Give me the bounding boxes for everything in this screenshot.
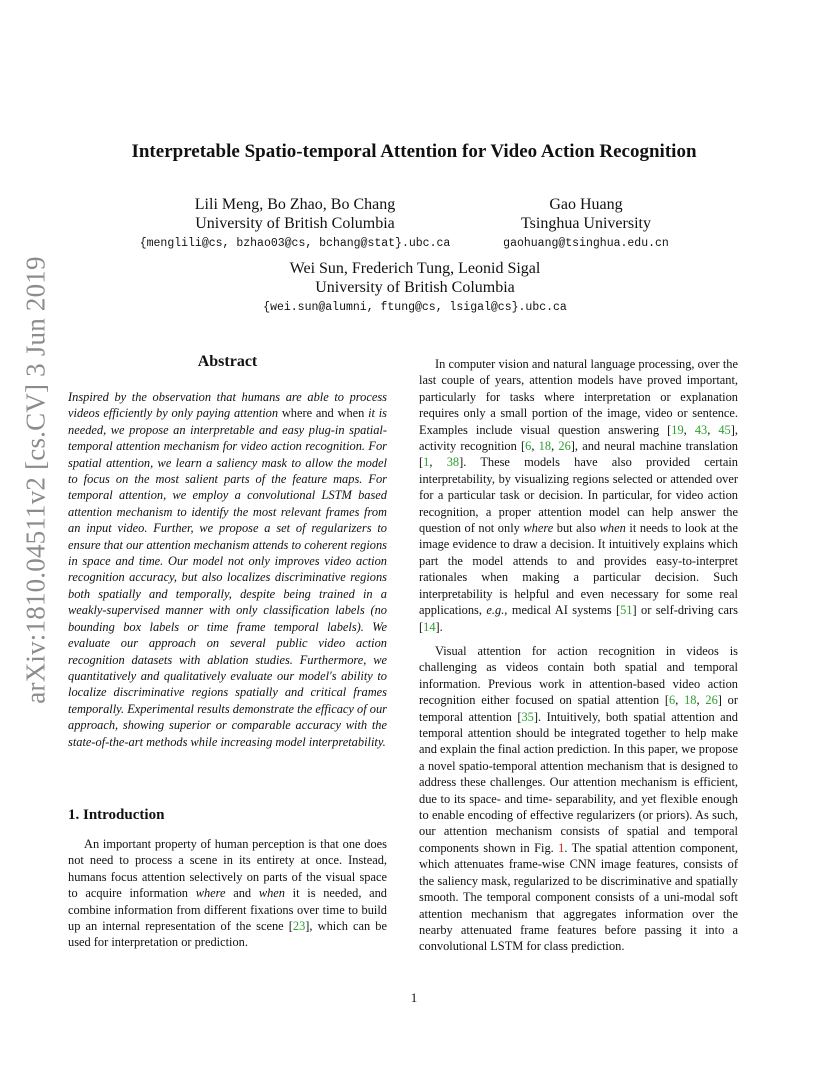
abstract-heading: Abstract <box>197 353 258 370</box>
introduction-heading: 1. Introduction <box>68 807 165 823</box>
introduction-paragraph-3: Visual attention for action recognition in videos is challenging as videos contain both spatial and temporal information. Previous work in attention-based video action recognition either focused on spatial attention [6, 18, 26] or temporal attention [35]. Intuitively, both spatial attention and temporal attention should be integrated together to help make and explain the final action prediction. In this paper, we propose a novel spatio-temporal attention mechanism that is designed to address these challenges. Our attention mechanism is efficient, due to its space- and time- separability, and yet flexible enough to enable encoding of effective regularizers (or priors). As such, our attention mechanism consists of spatial and temporal components shown in Fig. 1. The spatial attention component, which attenuates frame-wise CNN image features, consists of the saliency mask, regularized to be discriminative and spatially smooth. The temporal component consists of a uni-modal soft attention mechanism that aggregates information over the nearby attenuated frame features before passing it into a convolutional LSTM for class prediction. <box>419 644 739 954</box>
citation-link[interactable]: 45 <box>718 422 731 437</box>
author-email-ubc-1: {menglili@cs, bzhao03@cs, bchang@stat}.ubc.ca <box>139 237 451 250</box>
figure-reference-link[interactable]: 1 <box>558 840 565 855</box>
citation-link[interactable]: 35 <box>521 709 534 724</box>
author-email-ubc-2: {wei.sun@alumni, ftung@cs, lsigal@cs}.ubc.ca <box>263 301 567 314</box>
citation-link[interactable]: 38 <box>446 455 460 470</box>
citation-link[interactable]: 23 <box>292 919 306 934</box>
author-affiliation-ubc-1: University of British Columbia <box>195 215 395 232</box>
introduction-paragraph-2: In computer vision and natural language processing, over the last couple of years, attention models have proved important, particularly for tasks where interpretation or explanation requires only a small portion of the image, video or sentence. Examples include visual question answering [19, 43, 45], activity recognition [6, 18, 26], and neural machine translation [1, 38]. These models have also provided certain interpretability, by visualizing regions selected or attended over for a particular task or decision. In particular, for video action recognition, a proper attention model can help answer the question of not only where but also when it needs to look at the image evidence to draw a decision. It intuitively explains which part the model attends to and provides easy-to-interpret rationales when making a particular decision. Such interpretability is helpful and even necessary for some real applications, e.g., medical AI systems [51] or self-driving cars [14]. <box>419 357 738 634</box>
introduction-paragraph-1: An important property of human perception is that one does not need to process a scene in its entirety at once. Instead, humans focus attention selectively on parts of the visual space to acquire information where and when it is needed, and combine information from different fixations over time to build up an internal representation of the scene [23], which can be used for interpretation or prediction. <box>68 837 387 950</box>
arxiv-identifier-stamp: arXiv:1810.04511v2 [cs.CV] 3 Jun 2019 <box>20 256 51 704</box>
citation-link[interactable]: 51 <box>620 603 633 618</box>
author-affiliation-tsinghua: Tsinghua University <box>521 215 651 232</box>
author-names-ubc-1: Lili Meng, Bo Zhao, Bo Chang <box>194 196 396 213</box>
citation-link[interactable]: 14 <box>423 619 436 634</box>
citation-link[interactable]: 26 <box>705 693 718 708</box>
author-name-tsinghua: Gao Huang <box>549 196 623 213</box>
citation-link[interactable]: 18 <box>684 693 697 708</box>
author-affiliation-ubc-2: University of British Columbia <box>315 279 515 296</box>
paper-title: Interpretable Spatio-temporal Attention for Video Action Recognition <box>131 141 697 162</box>
citation-link[interactable]: 43 <box>694 422 708 437</box>
citation-link[interactable]: 18 <box>538 439 552 454</box>
citation-link[interactable]: 26 <box>558 439 571 454</box>
citation-link[interactable]: 6 <box>669 693 676 708</box>
citation-link[interactable]: 19 <box>671 422 684 437</box>
abstract-body: Inspired by the observation that humans are able to process videos efficiently by only paying attention where and when it is needed, we propose an interpretable and easy plug-in spatial-temporal attention mechanism for video action recognition. For spatial attention, we learn a saliency mask to allow the model to focus on the most salient parts of the feature maps. For temporal attention, we employ a convolutional LSTM based attention mechanism to identify the most relevant frames from an input video. Further, we propose a set of regularizers to ensure that our attention mechanism attends to coherent regions in space and time. Our model not only improves video action recognition accuracy, but also localizes discriminative regions both spatially and temporally, despite being trained in a weakly-supervised manner with only classification labels (no bounding box labels or time frame temporal labels). We evaluate our approach on several public video action recognition datasets with ablation studies. Furthermore, we quantitatively and qualitatively evaluate our model's ability to localize discriminative regions spatially and critical frames temporally. Experimental results demonstrate the efficacy of our approach, showing superior or comparable accuracy with the state-of-the-art methods while increasing model interpretability. <box>68 390 387 749</box>
author-names-ubc-2: Wei Sun, Frederich Tung, Leonid Sigal <box>289 260 541 277</box>
citation-link[interactable]: 6 <box>525 439 532 454</box>
author-email-tsinghua: gaohuang@tsinghua.edu.cn <box>503 237 669 250</box>
citation-link[interactable]: 1 <box>423 455 430 470</box>
page-number: 1 <box>410 990 418 1005</box>
